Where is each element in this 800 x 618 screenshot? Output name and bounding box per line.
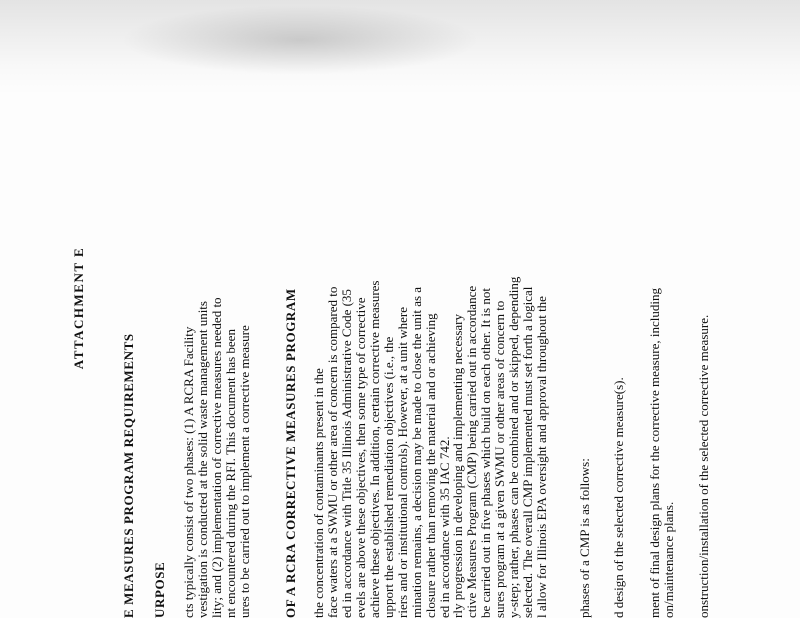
program-line: mination remains, a decision may be made to close the unit as a [409,286,424,618]
purpose-line: ures to be carried out to implement a corrective measure [237,325,252,618]
attachment-title: ATTACHMENT E [71,246,86,370]
progression-line: ctive Measures Program (CMP) being carried out in accordance [464,285,479,618]
program-line: upport the established remediation objectives (i.e., the [381,336,396,618]
progression-line: be carried out in five phases which build on each other. It is not [478,288,493,618]
progression-line: sures program at a given SWMU or other areas of concern to [492,300,507,618]
phase-item: on/maintenance plans. [661,501,676,618]
program-line: the concentration of contaminants present in the [311,368,326,618]
program-line: ed in accordance with Title 35 Illinois Administrative Code (35 [339,289,354,618]
program-line: ed in accordance with 35 IAC 742. [437,436,452,618]
purpose-line: cts typically consist of two phases: (1) A RCRA Facility [181,326,196,618]
phases-intro: phases of a CMP is as follows: [577,458,592,618]
purpose-heading: URPOSE [152,561,167,618]
program-line: riers and or institutional controls). However, at a unit where [395,306,410,618]
progression-line: rly progression in developing and implementing necessary [450,314,465,618]
phase-item: ment of final design plans for the corrective measure, including [647,288,662,618]
phase-item: onstruction/installation of the selected corrective measure. [696,314,711,618]
progression-line: l allow for Illinois EPA oversight and approval throughout the [534,296,549,618]
main-heading: E MEASURES PROGRAM REQUIREMENTS [121,333,136,618]
purpose-paragraph [182,297,252,618]
program-line: evels are above these objectives, then some type of corrective [353,297,368,618]
progression-line: selected. The overall CMP implemented must set forth a logical [520,286,535,618]
progression-paragraph [451,277,549,618]
phase-item: d design of the selected corrective measure(s). [611,377,626,618]
program-line: closure rather than removing the material and or achieving [423,313,438,618]
purpose-line: nt encountered during the RFI. This document has been [223,329,238,618]
program-heading: OF A RCRA CORRECTIVE MEASURES PROGRAM [283,288,298,618]
program-line: achieve these objectives. In addition, certain corrective measures [367,280,382,618]
purpose-line: lity; and (2) implementation of corrective measures needed to [209,297,224,618]
program-line: face waters at a SWMU or other area of concern is compared to [325,286,340,618]
progression-line: y-step; rather, phases can be combined and or skipped, depending [506,276,521,618]
program-paragraph [312,281,452,618]
purpose-line: vestigation is conducted at the solid waste management units [195,301,210,618]
